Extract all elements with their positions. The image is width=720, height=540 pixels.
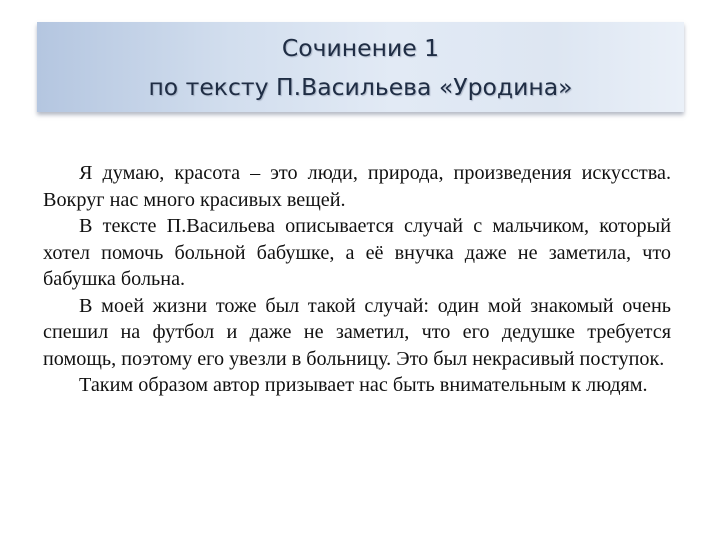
slide-title-line-2: по тексту П.Васильева «Уродина» (148, 73, 573, 101)
essay-body (43, 160, 671, 399)
title-banner (37, 22, 684, 112)
slide-title-line-1: Сочинение 1 (281, 34, 440, 62)
essay-paragraph-4: Таким образом автор призывает нас быть внимательным к людям. (79, 374, 648, 396)
essay-paragraph-3: В моей жизни тоже был такой случай: один мой знакомый очень спешил на футбол и даже не заметил, что его дедушке требуется помощь, поэтому его увезли в больницу. Это был некрасивый поступок. (43, 294, 671, 370)
essay-paragraph-1: Я думаю, красота – это люди, природа, произведения искусства. Вокруг нас много красивых вещей. (43, 162, 671, 211)
essay-paragraph-2: В тексте П.Васильева описывается случай с мальчиком, который хотел помочь больной бабушке, а её внучка даже не заметила, что бабушка больна. (43, 215, 671, 290)
